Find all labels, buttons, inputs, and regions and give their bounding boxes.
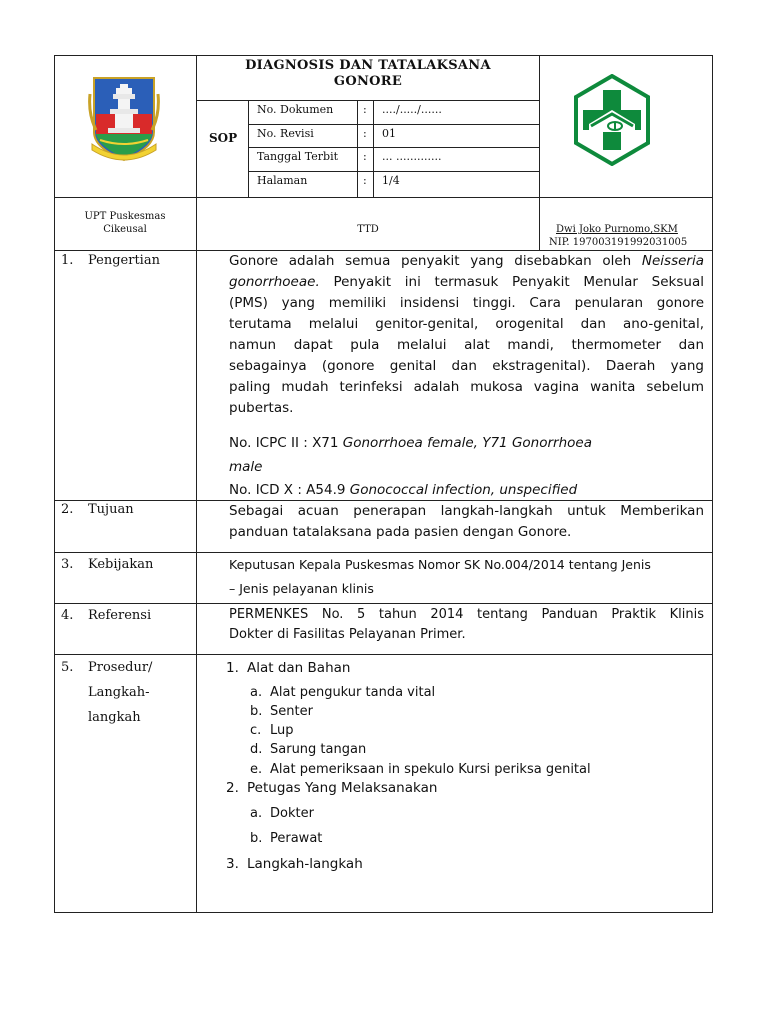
procedure-item-3-text: Langkah-langkah — [247, 856, 363, 872]
row-divider-3 — [54, 603, 713, 604]
paragraph-line — [229, 251, 704, 272]
procedure-item-1-text: Alat dan Bahan — [247, 660, 351, 676]
section-1-paragraph — [229, 251, 704, 419]
paragraph-line: (PMS) yang memiliki insidensi tinggi. Cara penularan gonore — [229, 295, 704, 311]
text-run: Penyakit ini termasuk Penyakit Menular Seksual — [319, 274, 704, 290]
meta-label-no-revisi: No. Revisi — [257, 127, 314, 140]
alat-item-a-text: Alat pengukur tanda vital — [270, 685, 436, 700]
paragraph-line: Sebagai acuan penerapan langkah-langkah untuk Memberikan — [229, 503, 704, 519]
meta-sep-1: : — [363, 103, 367, 116]
meta-col-2 — [357, 100, 358, 197]
row-divider-4 — [54, 654, 713, 655]
section-4-number: 4. — [61, 608, 74, 623]
section-3-line-1: Keputusan Kepala Puskesmas Nomor SK No.004/2014 tentang Jenis — [229, 557, 651, 572]
procedure-item-1-number: 1. — [226, 660, 239, 676]
petugas-item-b-marker: b. — [250, 831, 263, 846]
org-name-line-1: UPT Puskesmas — [84, 211, 166, 222]
paragraph-line: Dokter di Fasilitas Pelayanan Primer. — [229, 627, 466, 642]
title-line-1: DIAGNOSIS DAN TATALAKSANA — [245, 58, 491, 73]
section-1-number: 1. — [61, 253, 74, 268]
meta-col-1 — [248, 100, 249, 197]
alat-item-d-text: Sarung tangan — [270, 742, 367, 757]
title-line-2: GONORE — [333, 74, 403, 89]
icd-diagnosis: Gonococcal infection, unspecified — [349, 482, 578, 498]
icpc-prefix: No. ICPC II : X71 — [229, 435, 343, 451]
meta-label-no-dokumen: No. Dokumen — [257, 103, 334, 116]
section-3-label: Kebijakan — [88, 557, 154, 572]
procedure-item-2-text: Petugas Yang Melaksanakan — [247, 780, 438, 796]
alat-item-d-marker: d. — [250, 742, 263, 757]
icpc-diagnosis-cont: male — [229, 459, 263, 475]
meta-sep-4: : — [363, 174, 367, 187]
section-5-label-3: langkah — [88, 710, 141, 725]
meta-line-3 — [248, 171, 539, 172]
meta-sep-2: : — [363, 127, 367, 140]
paragraph-line: panduan tatalaksana pada pasien dengan Gonore. — [229, 524, 572, 540]
section-5-label-2: Langkah- — [88, 685, 150, 700]
document-title — [198, 58, 538, 90]
table-border-bottom — [54, 912, 713, 913]
section-4-label: Referensi — [88, 608, 152, 623]
signer-nip: NIP. 197003191992031005 — [549, 237, 688, 248]
petugas-item-a-marker: a. — [250, 806, 263, 821]
regional-emblem-icon — [88, 74, 160, 166]
alat-item-a-marker: a. — [250, 685, 263, 700]
column-divider — [196, 55, 197, 913]
row-divider-2 — [54, 552, 713, 553]
paragraph-line: pubertas. — [229, 400, 294, 416]
puskesmas-logo-icon — [573, 74, 651, 166]
alat-item-c-text: Lup — [270, 723, 294, 738]
section-5-label-1: Prosedur/ — [88, 660, 153, 675]
alat-item-b-marker: b. — [250, 704, 263, 719]
icd-prefix: No. ICD X : A54.9 — [229, 482, 350, 498]
meta-value-no-dokumen: ..../...../...... — [382, 103, 442, 116]
petugas-item-b-text: Perawat — [270, 831, 323, 846]
meta-value-tanggal-terbit: ... ............. — [382, 150, 442, 163]
paragraph-line: namun dapat pula melalui alat mandi, thermometer dan — [229, 337, 704, 353]
meta-value-no-revisi: 01 — [382, 127, 396, 140]
procedure-item-2-number: 2. — [226, 780, 239, 796]
meta-col-3 — [373, 100, 374, 197]
text-run: Gonore adalah semua penyakit yang disebabkan oleh — [229, 253, 642, 269]
paragraph-line: paling mudah terinfeksi adalah mukosa vagina wanita sebelum — [229, 379, 704, 395]
section-2-number: 2. — [61, 502, 74, 517]
alat-item-b-text: Senter — [270, 704, 313, 719]
icd-code-line — [229, 482, 577, 498]
paragraph-line — [229, 272, 704, 293]
paragraph-line: PERMENKES No. 5 tahun 2014 tentang Panduan Praktik Klinis — [229, 607, 704, 622]
section-5-number: 5. — [61, 660, 74, 675]
icpc-code-line — [229, 435, 592, 451]
section-4-paragraph — [229, 605, 704, 645]
header-divider — [54, 197, 713, 198]
meta-label-tanggal-terbit: Tanggal Terbit — [257, 150, 339, 163]
header-right-divider — [539, 55, 540, 251]
paragraph-line: sebagainya (gonore genital dan ekstragenital). Daerah yang — [229, 358, 704, 374]
alat-item-e-text: Alat pemeriksaan in spekulo Kursi periksa genital — [270, 762, 591, 777]
signer-name: Dwi Joko Purnomo,SKM — [556, 224, 678, 235]
meta-value-halaman: 1/4 — [382, 174, 400, 187]
paragraph-line: terutama melalui genitor-genital, orogenital dan ano-genital, — [229, 316, 704, 332]
section-1-label: Pengertian — [88, 253, 160, 268]
table-border-top — [54, 55, 713, 56]
table-border-left — [54, 55, 55, 913]
meta-sep-3: : — [363, 150, 367, 163]
table-border-right — [712, 55, 713, 913]
text-run-italic: Neisseria — [641, 253, 704, 269]
meta-line-2 — [248, 147, 539, 148]
meta-label-halaman: Halaman — [257, 174, 308, 187]
section-2-paragraph — [229, 501, 704, 543]
section-2-label: Tujuan — [88, 502, 134, 517]
text-run-italic: gonorrhoeae. — [229, 274, 320, 290]
section-3-line-2: – Jenis pelayanan klinis — [229, 581, 374, 596]
org-name-line-2: Cikeusal — [103, 224, 147, 235]
procedure-item-3-number: 3. — [226, 856, 239, 872]
alat-item-c-marker: c. — [250, 723, 262, 738]
petugas-item-a-text: Dokter — [270, 806, 314, 821]
signature-label: TTD — [357, 224, 379, 235]
meta-line-1 — [248, 124, 539, 125]
icpc-diagnosis: Gonorrhoea female, Y71 Gonorrhoea — [342, 435, 592, 451]
section-3-number: 3. — [61, 557, 74, 572]
sop-label: SOP — [209, 131, 238, 145]
alat-item-e-marker: e. — [250, 762, 263, 777]
